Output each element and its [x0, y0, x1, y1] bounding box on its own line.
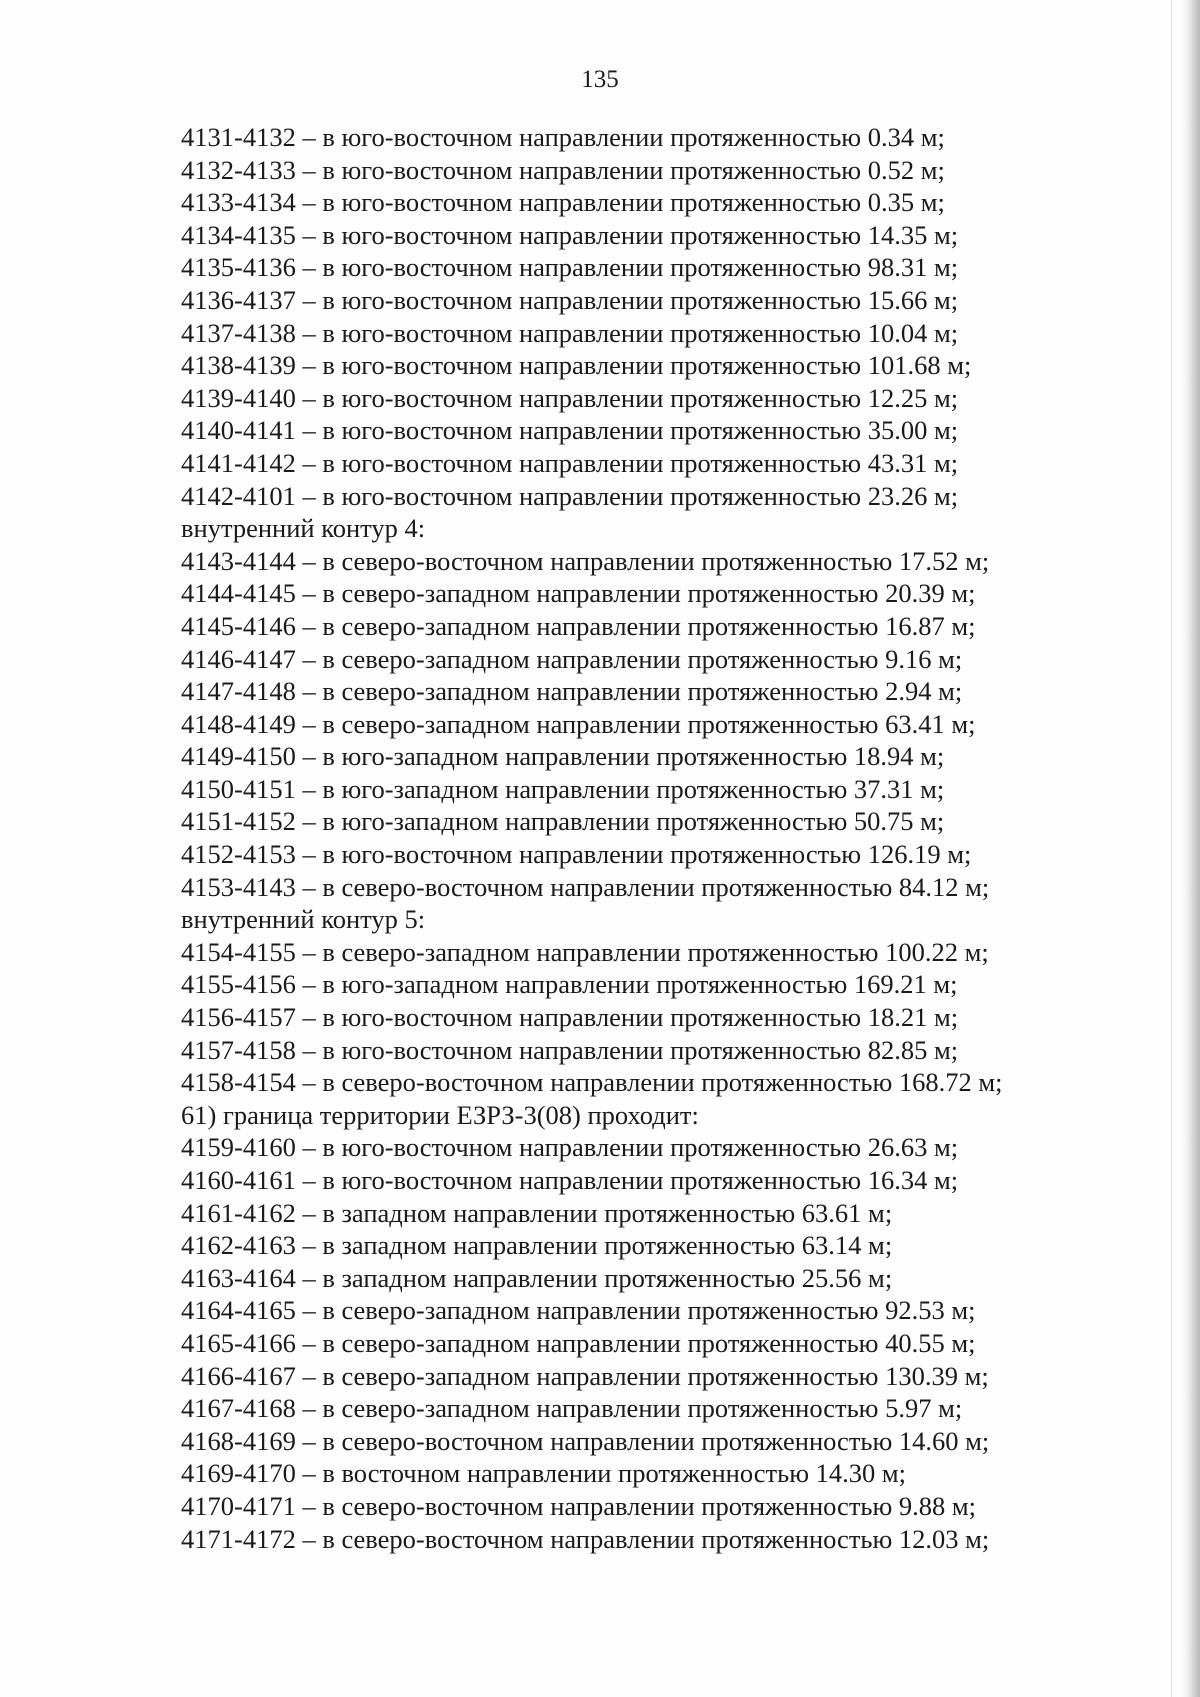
- text-line: 4170-4171 – в северо-восточном направлении протяженностью 9.88 м;: [181, 1490, 977, 1521]
- text-line: 4132-4133 – в юго-восточном направлении протяженностью 0.52 м;: [181, 154, 945, 185]
- text-line: 4163-4164 – в западном направлении протяженностью 25.56 м;: [181, 1262, 893, 1293]
- text-line: 4166-4167 – в северо-западном направлении протяженностью 130.39 м;: [181, 1360, 989, 1391]
- text-line: 4136-4137 – в юго-восточном направлении протяженностью 15.66 м;: [181, 284, 959, 315]
- text-line: 4144-4145 – в северо-западном направлении протяженностью 20.39 м;: [181, 578, 976, 609]
- text-line: 4164-4165 – в северо-западном направлении протяженностью 92.53 м;: [181, 1295, 976, 1326]
- text-line: 4143-4144 – в северо-восточном направлении протяженностью 17.52 м;: [181, 545, 990, 576]
- text-line: 4142-4101 – в юго-восточном направлении протяженностью 23.26 м;: [181, 480, 959, 511]
- document-body: [181, 121, 1141, 1555]
- text-line: 4157-4158 – в юго-восточном направлении протяженностью 82.85 м;: [181, 1034, 959, 1065]
- text-line: 4137-4138 – в юго-восточном направлении протяженностью 10.04 м;: [181, 317, 959, 348]
- text-line: 4159-4160 – в юго-восточном направлении протяженностью 26.63 м;: [181, 1132, 959, 1163]
- text-line: 61) граница территории ЕЗРЗ-3(08) проходит:: [181, 1099, 699, 1130]
- scan-border-line: [1171, 0, 1172, 1697]
- text-line: 4146-4147 – в северо-западном направлении протяженностью 9.16 м;: [181, 643, 963, 674]
- text-line: 4162-4163 – в западном направлении протяженностью 63.14 м;: [181, 1230, 893, 1261]
- text-line: 4145-4146 – в северо-западном направлении протяженностью 16.87 м;: [181, 610, 976, 641]
- text-line: 4154-4155 – в северо-западном направлении протяженностью 100.22 м;: [181, 936, 989, 967]
- text-line: 4149-4150 – в юго-западном направлении протяженностью 18.94 м;: [181, 741, 945, 772]
- text-line: 4135-4136 – в юго-восточном направлении протяженностью 98.31 м;: [181, 252, 959, 283]
- text-line: 4156-4157 – в юго-восточном направлении протяженностью 18.21 м;: [181, 1002, 959, 1033]
- text-line: 4133-4134 – в юго-восточном направлении протяженностью 0.35 м;: [181, 187, 945, 218]
- text-line: внутренний контур 5:: [181, 904, 426, 935]
- text-line: 4167-4168 – в северо-западном направлении протяженностью 5.97 м;: [181, 1393, 963, 1424]
- text-line: 4152-4153 – в юго-восточном направлении протяженностью 126.19 м;: [181, 839, 972, 870]
- text-line: 4161-4162 – в западном направлении протяженностью 63.61 м;: [181, 1197, 893, 1228]
- text-line: 4134-4135 – в юго-восточном направлении протяженностью 14.35 м;: [181, 219, 959, 250]
- text-line: 4153-4143 – в северо-восточном направлении протяженностью 84.12 м;: [181, 871, 990, 902]
- text-line: 4168-4169 – в северо-восточном направлении протяженностью 14.60 м;: [181, 1425, 990, 1456]
- scan-edge-shadow: [1182, 0, 1200, 1697]
- text-line: 4169-4170 – в восточном направлении протяженностью 14.30 м;: [181, 1458, 906, 1489]
- text-line: 4141-4142 – в юго-восточном направлении протяженностью 43.31 м;: [181, 447, 959, 478]
- text-line: 4165-4166 – в северо-западном направлении протяженностью 40.55 м;: [181, 1327, 976, 1358]
- text-line: 4155-4156 – в юго-западном направлении протяженностью 169.21 м;: [181, 969, 958, 1000]
- text-line: 4138-4139 – в юго-восточном направлении протяженностью 101.68 м;: [181, 350, 972, 381]
- text-line: 4131-4132 – в юго-восточном направлении протяженностью 0.34 м;: [181, 122, 945, 152]
- text-line: 4140-4141 – в юго-восточном направлении протяженностью 35.00 м;: [181, 415, 959, 446]
- text-line: 4148-4149 – в северо-западном направлении протяженностью 63.41 м;: [181, 708, 976, 739]
- page-number: 135: [581, 66, 619, 93]
- text-line: внутренний контур 4:: [181, 513, 426, 544]
- text-line: 4151-4152 – в юго-западном направлении протяженностью 50.75 м;: [181, 806, 945, 837]
- text-line: 4160-4161 – в юго-восточном направлении протяженностью 16.34 м;: [181, 1165, 959, 1195]
- text-line: 4150-4151 – в юго-западном направлении протяженностью 37.31 м;: [181, 773, 945, 804]
- text-line: 4147-4148 – в северо-западном направлении протяженностью 2.94 м;: [181, 676, 963, 707]
- text-line: 4139-4140 – в юго-восточном направлении протяженностью 12.25 м;: [181, 382, 959, 413]
- text-line: 4171-4172 – в северо-восточном направлении протяженностью 12.03 м;: [181, 1523, 990, 1554]
- text-line: 4158-4154 – в северо-восточном направлении протяженностью 168.72 м;: [181, 1067, 1003, 1098]
